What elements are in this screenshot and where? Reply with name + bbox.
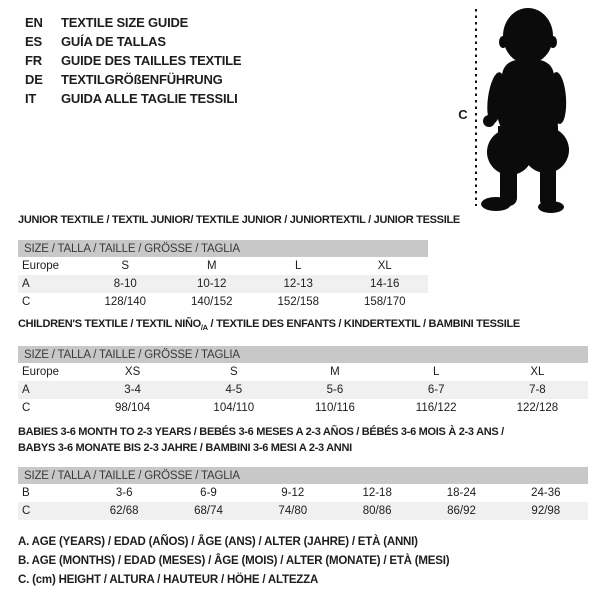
lang-code-fr: FR	[25, 53, 42, 68]
table-cell: S	[229, 366, 238, 378]
row-label: A	[18, 275, 82, 293]
table-cell: 3-4	[82, 381, 183, 399]
table-cell: 140/152	[190, 296, 233, 308]
junior-size-table	[18, 240, 428, 311]
size-header-cell: SIZE / TALLA / TAILLE / GRÖSSE / TAGLIA	[18, 467, 588, 484]
table-cell: 92/98	[504, 502, 588, 520]
lang-code-en: EN	[25, 15, 43, 30]
table-cell: 152/158	[277, 296, 320, 308]
table-cell: 98/104	[115, 402, 151, 414]
lang-title-fr: GUIDE DES TAILLES TEXTILE	[61, 53, 242, 68]
table-cell: 24-36	[531, 487, 561, 499]
baby-silhouette	[481, 8, 569, 213]
table-cell: 12-13	[255, 275, 342, 293]
table-row	[18, 399, 588, 417]
lang-title-es: GUÍA DE TALLAS	[61, 34, 166, 49]
table-cell: 86/92	[419, 502, 503, 520]
table-cell: S	[121, 260, 130, 272]
children-title-pre: CHILDREN'S TEXTILE / TEXTIL NIÑO	[18, 318, 201, 330]
row-label: C	[22, 296, 31, 308]
table-row	[18, 484, 588, 502]
babies-title-line2: BABYS 3-6 MONATE BIS 2-3 JAHRE / BAMBINI 3-6 MESI A 2-3 ANNI	[18, 441, 352, 454]
lang-code-es: ES	[25, 34, 42, 49]
babies-title-line1: BABIES 3-6 MONTH TO 2-3 YEARS / BEBÉS 3-6 MESES A 2-3 AÑOS / BÉBÉS 3-6 MOIS À 2-3 ANS /	[18, 426, 504, 438]
table-cell: 8-10	[82, 275, 169, 293]
row-label: B	[22, 487, 30, 499]
table-cell: 110/116	[315, 402, 355, 414]
table-row	[18, 363, 588, 381]
row-label: C	[18, 502, 82, 520]
table-row	[18, 293, 428, 311]
height-measure-label: C	[458, 107, 468, 122]
row-label: Europe	[22, 366, 60, 378]
children-section-title	[18, 318, 520, 332]
table-row	[18, 257, 428, 275]
lang-row-es	[25, 32, 241, 51]
table-row	[18, 275, 428, 293]
table-row	[18, 240, 428, 257]
note-age-months: B. AGE (MONTHS) / EDAD (MESES) / ÂGE (MOIS) / ALTER (MONATE) / ETÀ (MESI)	[18, 555, 450, 567]
table-cell: 12-18	[362, 487, 392, 499]
lang-row-it	[25, 89, 241, 108]
table-cell: 104/110	[213, 402, 255, 414]
table-cell: M	[206, 260, 217, 272]
note-height-cm: C. (cm) HEIGHT / ALTURA / HAUTEUR / HÖHE / ALTEZZA	[18, 574, 319, 586]
babies-section-title	[18, 425, 504, 456]
table-cell: L	[295, 260, 302, 272]
lang-row-en	[25, 13, 241, 32]
table-cell: 80/86	[335, 502, 419, 520]
lang-row-fr	[25, 51, 241, 70]
table-row	[18, 381, 588, 399]
table-cell: XL	[377, 260, 392, 272]
table-cell: L	[432, 366, 440, 378]
lang-title-de: TEXTILGRÖßENFÜHRUNG	[61, 72, 223, 87]
children-title-sub: /A	[200, 323, 208, 333]
table-cell: 7-8	[487, 381, 588, 399]
table-cell: 9-12	[281, 487, 305, 499]
table-cell: 128/140	[104, 296, 147, 308]
table-cell: 68/74	[166, 502, 250, 520]
lang-row-de	[25, 70, 241, 89]
lang-title-it: GUIDA ALLE TAGLIE TESSILI	[61, 91, 238, 106]
table-cell: 6-9	[200, 487, 217, 499]
lang-code-it: IT	[25, 91, 37, 106]
table-row	[18, 502, 588, 520]
table-row	[18, 467, 588, 484]
row-label: Europe	[22, 260, 60, 272]
table-cell: 10-12	[169, 275, 256, 293]
table-cell: XS	[124, 366, 141, 378]
table-cell: 14-16	[342, 275, 429, 293]
size-header-cell: SIZE / TALLA / TAILLE / GRÖSSE / TAGLIA	[18, 346, 588, 363]
table-cell: 74/80	[251, 502, 335, 520]
table-cell: 4-5	[183, 381, 284, 399]
children-size-table	[18, 346, 588, 417]
table-row	[18, 346, 588, 363]
note-age-years: A. AGE (YEARS) / EDAD (AÑOS) / ÂGE (ANS) / ALTER (JAHRE) / ETÀ (ANNI)	[18, 536, 418, 548]
table-cell: M	[330, 366, 340, 378]
babies-size-table	[18, 467, 588, 520]
table-cell: 18-24	[446, 487, 477, 499]
lang-code-de: DE	[25, 72, 43, 87]
table-cell: 6-7	[386, 381, 487, 399]
table-cell: 3-6	[115, 487, 133, 499]
children-title-post: / TEXTILE DES ENFANTS / KINDERTEXTIL / BAMBINI TESSILE	[207, 318, 520, 330]
table-cell: XL	[530, 366, 545, 378]
table-cell: 5-6	[284, 381, 385, 399]
table-cell: 122/128	[516, 402, 559, 414]
legend-notes	[18, 533, 449, 590]
size-header-cell: SIZE / TALLA / TAILLE / GRÖSSE / TAGLIA	[18, 240, 428, 257]
row-label: A	[18, 381, 82, 399]
table-cell: 158/170	[363, 296, 406, 308]
table-cell: 62/68	[82, 502, 166, 520]
row-label: C	[22, 402, 31, 414]
lang-title-en: TEXTILE SIZE GUIDE	[61, 15, 189, 30]
table-cell: 116/122	[415, 402, 457, 414]
language-title-block	[25, 13, 241, 108]
junior-section-title: JUNIOR TEXTILE / TEXTIL JUNIOR/ TEXTILE JUNIOR / JUNIORTEXTIL / JUNIOR TESSILE	[18, 214, 460, 226]
